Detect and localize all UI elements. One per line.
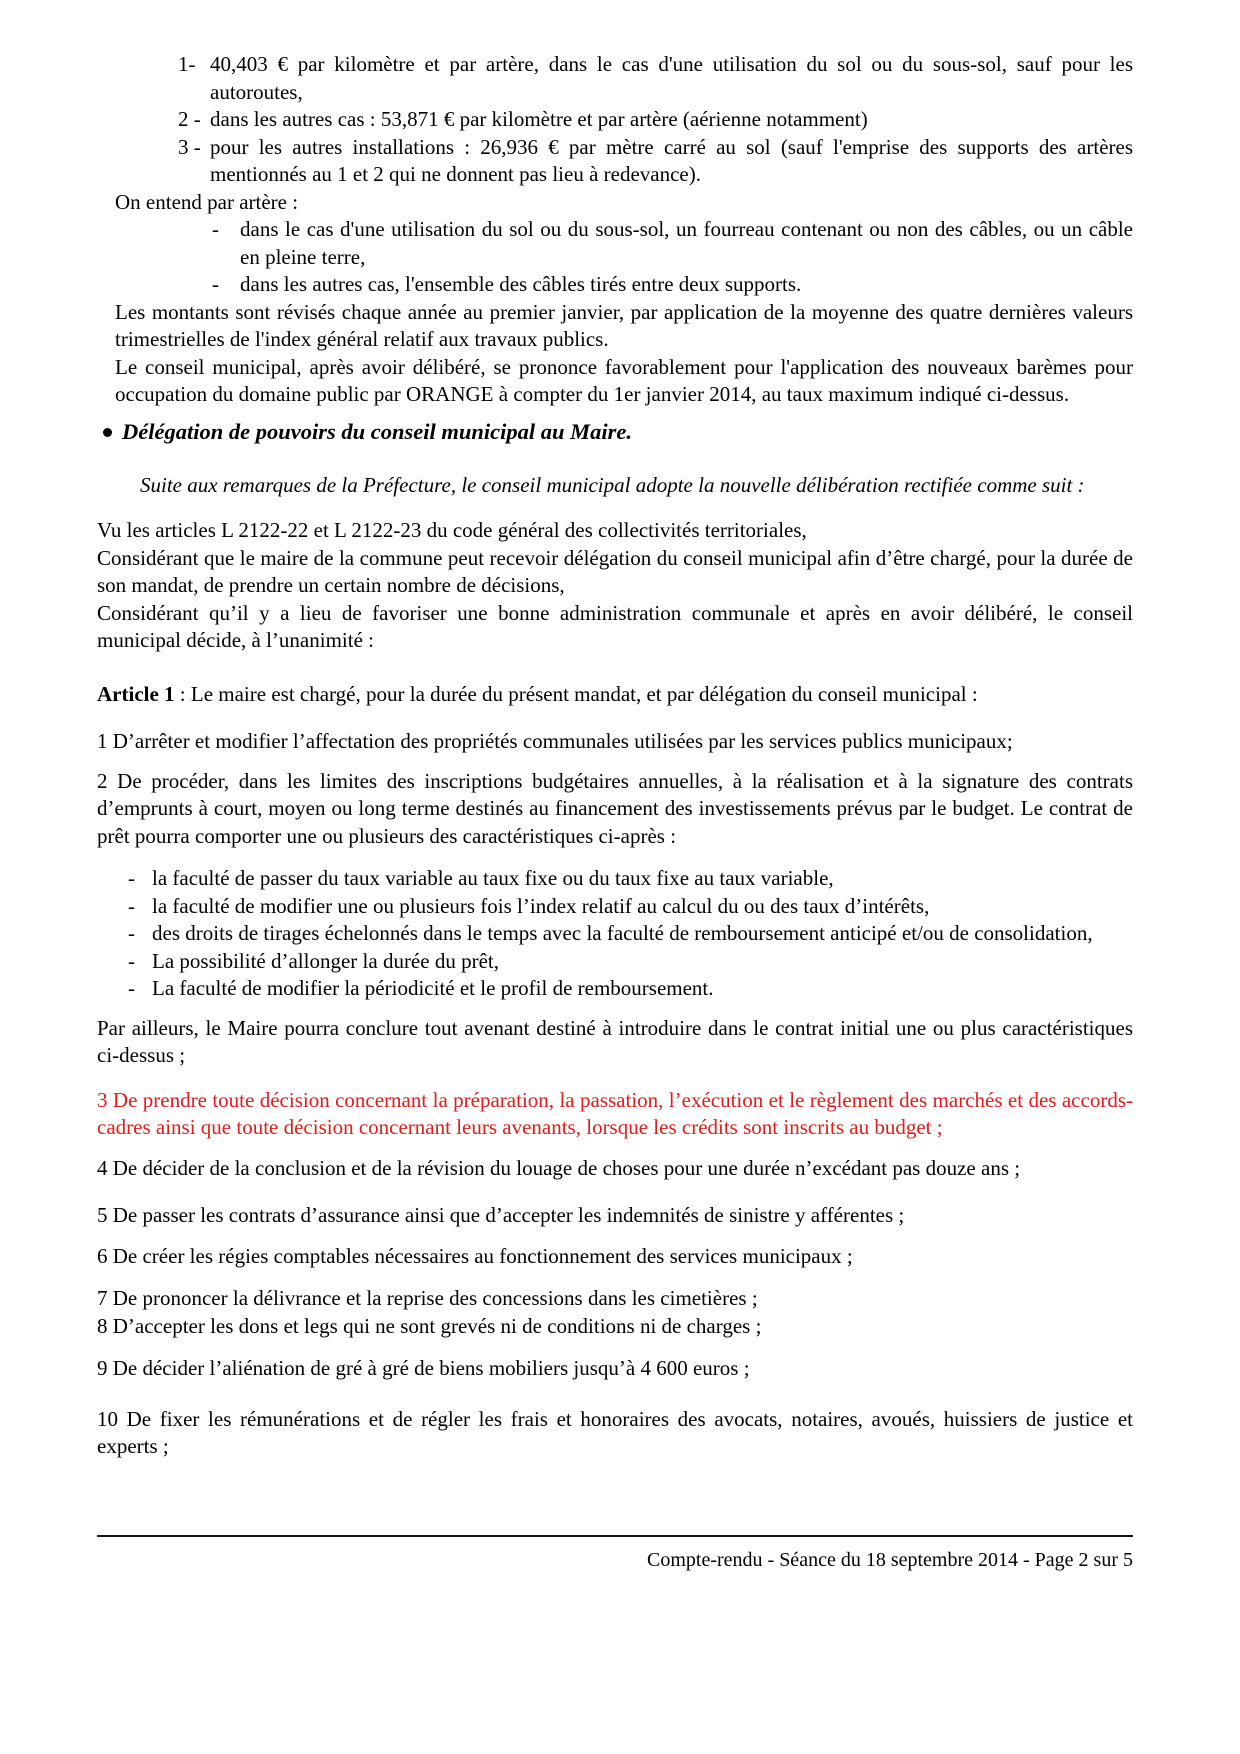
list-dash-marker: - <box>212 272 219 296</box>
article-1-label: Article 1 <box>97 681 175 706</box>
loan-feature-item <box>97 948 1133 976</box>
loan-feature-item <box>97 865 1133 893</box>
list-dash-marker: - <box>212 217 219 241</box>
page-footer: Compte-rendu - Séance du 18 septembre 2014 - Page 2 sur 5 <box>647 1549 1133 1571</box>
list-number-marker: 1- <box>178 52 196 76</box>
bullet-icon <box>103 428 112 437</box>
artere-definition-item <box>115 271 1133 299</box>
vu-considerant-block <box>97 517 1133 655</box>
tariff-text: dans les autres cas : 53,871 € par kilomètre et par artère (aérienne notamment) <box>210 107 868 131</box>
section-heading-title: Délégation de pouvoirs du conseil municipal au Maire. <box>122 418 633 444</box>
list-dash-marker: - <box>128 976 135 1000</box>
list-dash-marker: - <box>128 866 135 890</box>
loan-feature-text: La faculté de modifier la périodicité et le profil de remboursement. <box>152 976 714 1000</box>
loan-feature-item <box>97 893 1133 921</box>
tariff-text: pour les autres installations : 26,936 € par mètre carré au sol (sauf l'emprise des supports des artères mentionnés au 1 et 2 qui ne donnent pas lieu à redevance). <box>210 134 1133 186</box>
artere-definition-text: dans les autres cas, l'ensemble des câbles tirés entre deux supports. <box>240 272 802 296</box>
loan-feature-item <box>97 975 1133 1003</box>
artere-definition-item <box>115 216 1133 271</box>
delegation-items-7-8 <box>97 1285 1133 1340</box>
list-number-marker: 3 - <box>178 134 201 159</box>
considerant-paragraph: Considérant qu’il y a lieu de favoriser une bonne administration communale et après en avoir délibéré, le conseil municipal décide, à l’unanimité : <box>97 600 1133 652</box>
list-dash-marker: - <box>128 948 135 973</box>
section-heading <box>97 417 1133 447</box>
article-1-text: : Le maire est chargé, pour la durée du présent mandat, et par délégation du conseil municipal : <box>174 681 978 706</box>
delegation-item-2: 2 De procéder, dans les limites des inscriptions budgétaires annuelles, à la réalisation et à la signature des contrats d’emprunts à court, moyen ou long terme destinés au financement des investissements prévus par le budget. Le contrat de prêt pourra comporter une ou plusieurs des caractéristiques ci-après : <box>97 768 1133 848</box>
loan-feature-text: des droits de tirages échelonnés dans le temps avec la faculté de remboursement anticipé et/ou de consolidation, <box>152 921 1093 945</box>
delegation-item-6: 6 De créer les régies comptables nécessaires au fonctionnement des services municipaux ; <box>97 1243 853 1268</box>
delegation-item-4: 4 De décider de la conclusion et de la révision du louage de choses pour une durée n’excédant pas douze ans ; <box>97 1155 1021 1180</box>
loan-feature-text: La possibilité d’allonger la durée du prêt, <box>152 948 499 973</box>
delegation-item-8: 8 D’accepter les dons et legs qui ne sont grevés ni de conditions ni de charges ; <box>97 1313 762 1338</box>
suite-remarques-paragraph: Suite aux remarques de la Préfecture, le conseil municipal adopte la nouvelle délibération rectifiée comme suit : <box>140 472 1085 497</box>
loan-feature-text: la faculté de passer du taux variable au taux fixe ou du taux fixe au taux variable, <box>152 866 834 890</box>
vu-articles-paragraph: Vu les articles L 2122-22 et L 2122-23 du code général des collectivités territoriales, <box>97 518 807 542</box>
loan-feature-item <box>97 920 1133 948</box>
delegation-item-7: 7 De prononcer la délivrance et la reprise des concessions dans les cimetières ; <box>97 1286 758 1310</box>
tariff-text: 40,403 € par kilomètre et par artère, dans le cas d'une utilisation du sol ou du sous-sol, sauf pour les autoroutes, <box>210 52 1133 104</box>
delegation-item-10: 10 De fixer les rémunérations et de régler les frais et honoraires des avocats, notaires, avoués, huissiers de justice et experts ; <box>97 1406 1133 1458</box>
conseil-orange-paragraph: Le conseil municipal, après avoir délibéré, se prononce favorablement pour l'application des nouveaux barèmes pour occupation du domaine public par ORANGE à compter du 1er janvier 2014, au taux maximum indiqué ci-dessus. <box>115 354 1133 406</box>
delegation-item-3-red: 3 De prendre toute décision concernant la préparation, la passation, l’exécution et le règlement des marchés et des accords-cadres ainsi que toute décision concernant leurs avenants, lorsque les crédits sont inscrits au budget ; <box>97 1087 1133 1139</box>
tariff-section <box>115 51 1133 409</box>
footer-divider <box>97 1535 1133 1537</box>
tariff-item <box>115 106 1133 134</box>
delegation-item-9: 9 De décider l’aliénation de gré à gré de biens mobiliers jusqu’à 4 600 euros ; <box>97 1356 750 1380</box>
loan-features-list <box>97 865 1133 1003</box>
considerant-paragraph: Considérant que le maire de la commune peut recevoir délégation du conseil municipal afin d’être chargé, pour la durée de son mandat, de prendre un certain nombre de décisions, <box>97 545 1133 597</box>
avenant-paragraph: Par ailleurs, le Maire pourra conclure tout avenant destiné à introduire dans le contrat initial une ou plus caractéristiques ci-dessus ; <box>97 1015 1133 1067</box>
list-dash-marker: - <box>128 921 135 945</box>
tariff-item <box>115 134 1133 189</box>
montants-paragraph: Les montants sont révisés chaque année au premier janvier, par application de la moyenne des quatre dernières valeurs trimestrielles de l'index général relatif aux travaux publics. <box>115 299 1133 351</box>
tariff-item <box>115 51 1133 106</box>
delegation-item-5: 5 De passer les contrats d’assurance ainsi que d’accepter les indemnités de sinistre y afférentes ; <box>97 1203 905 1227</box>
list-number-marker: 2 - <box>178 107 201 131</box>
artere-definition-text: dans le cas d'une utilisation du sol ou du sous-sol, un fourreau contenant ou non des câbles, ou un câble en pleine terre, <box>240 217 1133 269</box>
loan-feature-text: la faculté de modifier une ou plusieurs fois l’index relatif au calcul du ou des taux d’intérêts, <box>152 893 930 918</box>
article-1-paragraph <box>97 681 1133 709</box>
delegation-item-1: 1 D’arrêter et modifier l’affectation des propriétés communales utilisées par les services publics municipaux; <box>97 729 1013 753</box>
list-dash-marker: - <box>128 893 135 918</box>
artere-intro-paragraph: On entend par artère : <box>115 189 299 214</box>
